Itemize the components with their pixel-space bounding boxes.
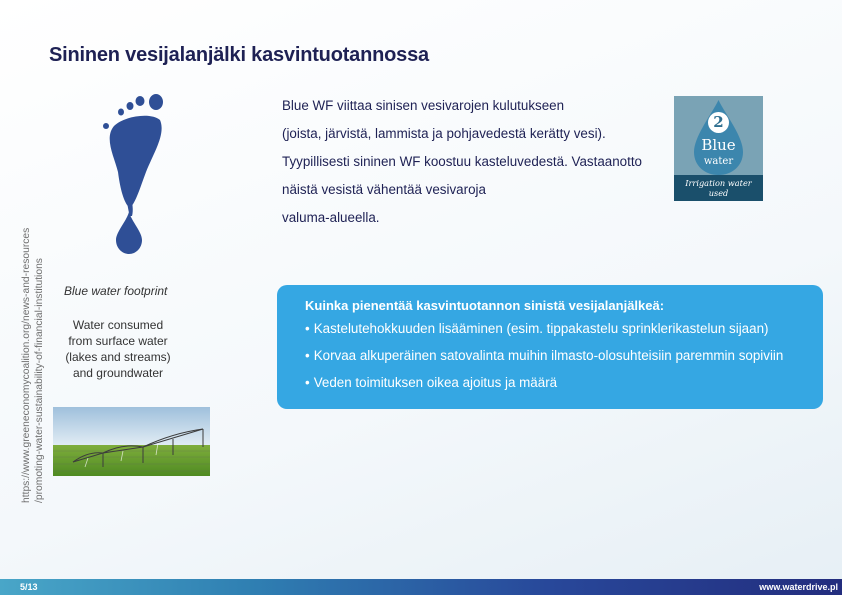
footprint-desc-line: (lakes and streams) xyxy=(65,350,171,364)
badge-caption xyxy=(674,175,763,201)
footprint-desc-line: from surface water xyxy=(68,334,168,348)
footprint-description xyxy=(60,317,176,381)
source-url xyxy=(20,173,50,503)
blue-water-badge xyxy=(674,96,763,201)
footprint-desc-line: Water consumed xyxy=(72,318,164,332)
intro-text xyxy=(282,92,662,232)
badge-number: 2 xyxy=(708,112,729,133)
bullet-icon: • xyxy=(305,375,310,390)
footprint-icon xyxy=(96,92,176,262)
tips-box xyxy=(277,285,823,409)
tips-item xyxy=(305,347,823,364)
bullet-icon: • xyxy=(305,321,310,336)
tips-heading: Kuinka pienentää kasvintuotannon sinistä vesijalanjälkeä: xyxy=(305,298,665,313)
tips-item xyxy=(305,320,823,337)
source-url-line: /promoting-water-sustainability-of-financial-institutions xyxy=(34,258,45,503)
source-url-line: https://www.greeneconomycoalition.org/news-and-resources xyxy=(21,227,32,503)
intro-line: valuma-alueella. xyxy=(282,210,380,225)
badge-caption-line: used xyxy=(708,188,729,198)
website-link[interactable]: www.waterdrive.pl xyxy=(759,582,838,592)
intro-line: (joista, järvistä, lammista ja pohjavedestä kerätty vesi). xyxy=(282,126,606,141)
intro-line: Tyypillisesti sininen WF koostuu kasteluvedestä. Vastaanotto xyxy=(282,154,642,169)
badge-water-label: water xyxy=(703,156,734,167)
bullet-icon: • xyxy=(305,348,310,363)
badge-caption-line: Irrigation water xyxy=(685,178,752,188)
footprint-caption: Blue water footprint xyxy=(64,284,168,298)
tips-item xyxy=(305,374,823,391)
intro-line: Blue WF viittaa sinisen vesivarojen kulutukseen xyxy=(282,98,565,113)
page-number: 5/13 xyxy=(20,582,38,592)
irrigation-photo xyxy=(53,407,210,476)
footprint-desc-line: and groundwater xyxy=(72,366,164,380)
page-title: Sininen vesijalanjälki kasvintuotannossa xyxy=(49,44,429,66)
tips-item-text: Veden toimituksen oikea ajoitus ja määrä xyxy=(313,375,558,390)
tips-item-text: Kastelutehokkuuden lisääminen (esim. tippakastelu sprinklerikastelun sijaan) xyxy=(313,321,769,336)
badge-blue-label: Blue xyxy=(701,136,736,154)
intro-line: näistä vesistä vähentää vesivaroja xyxy=(282,182,486,197)
tips-item-text: Korvaa alkuperäinen satovalinta muihin ilmasto-olosuhteisiin paremmin sopiviin xyxy=(313,348,784,363)
footer-bar xyxy=(0,579,842,595)
irrigation-image xyxy=(53,407,210,476)
